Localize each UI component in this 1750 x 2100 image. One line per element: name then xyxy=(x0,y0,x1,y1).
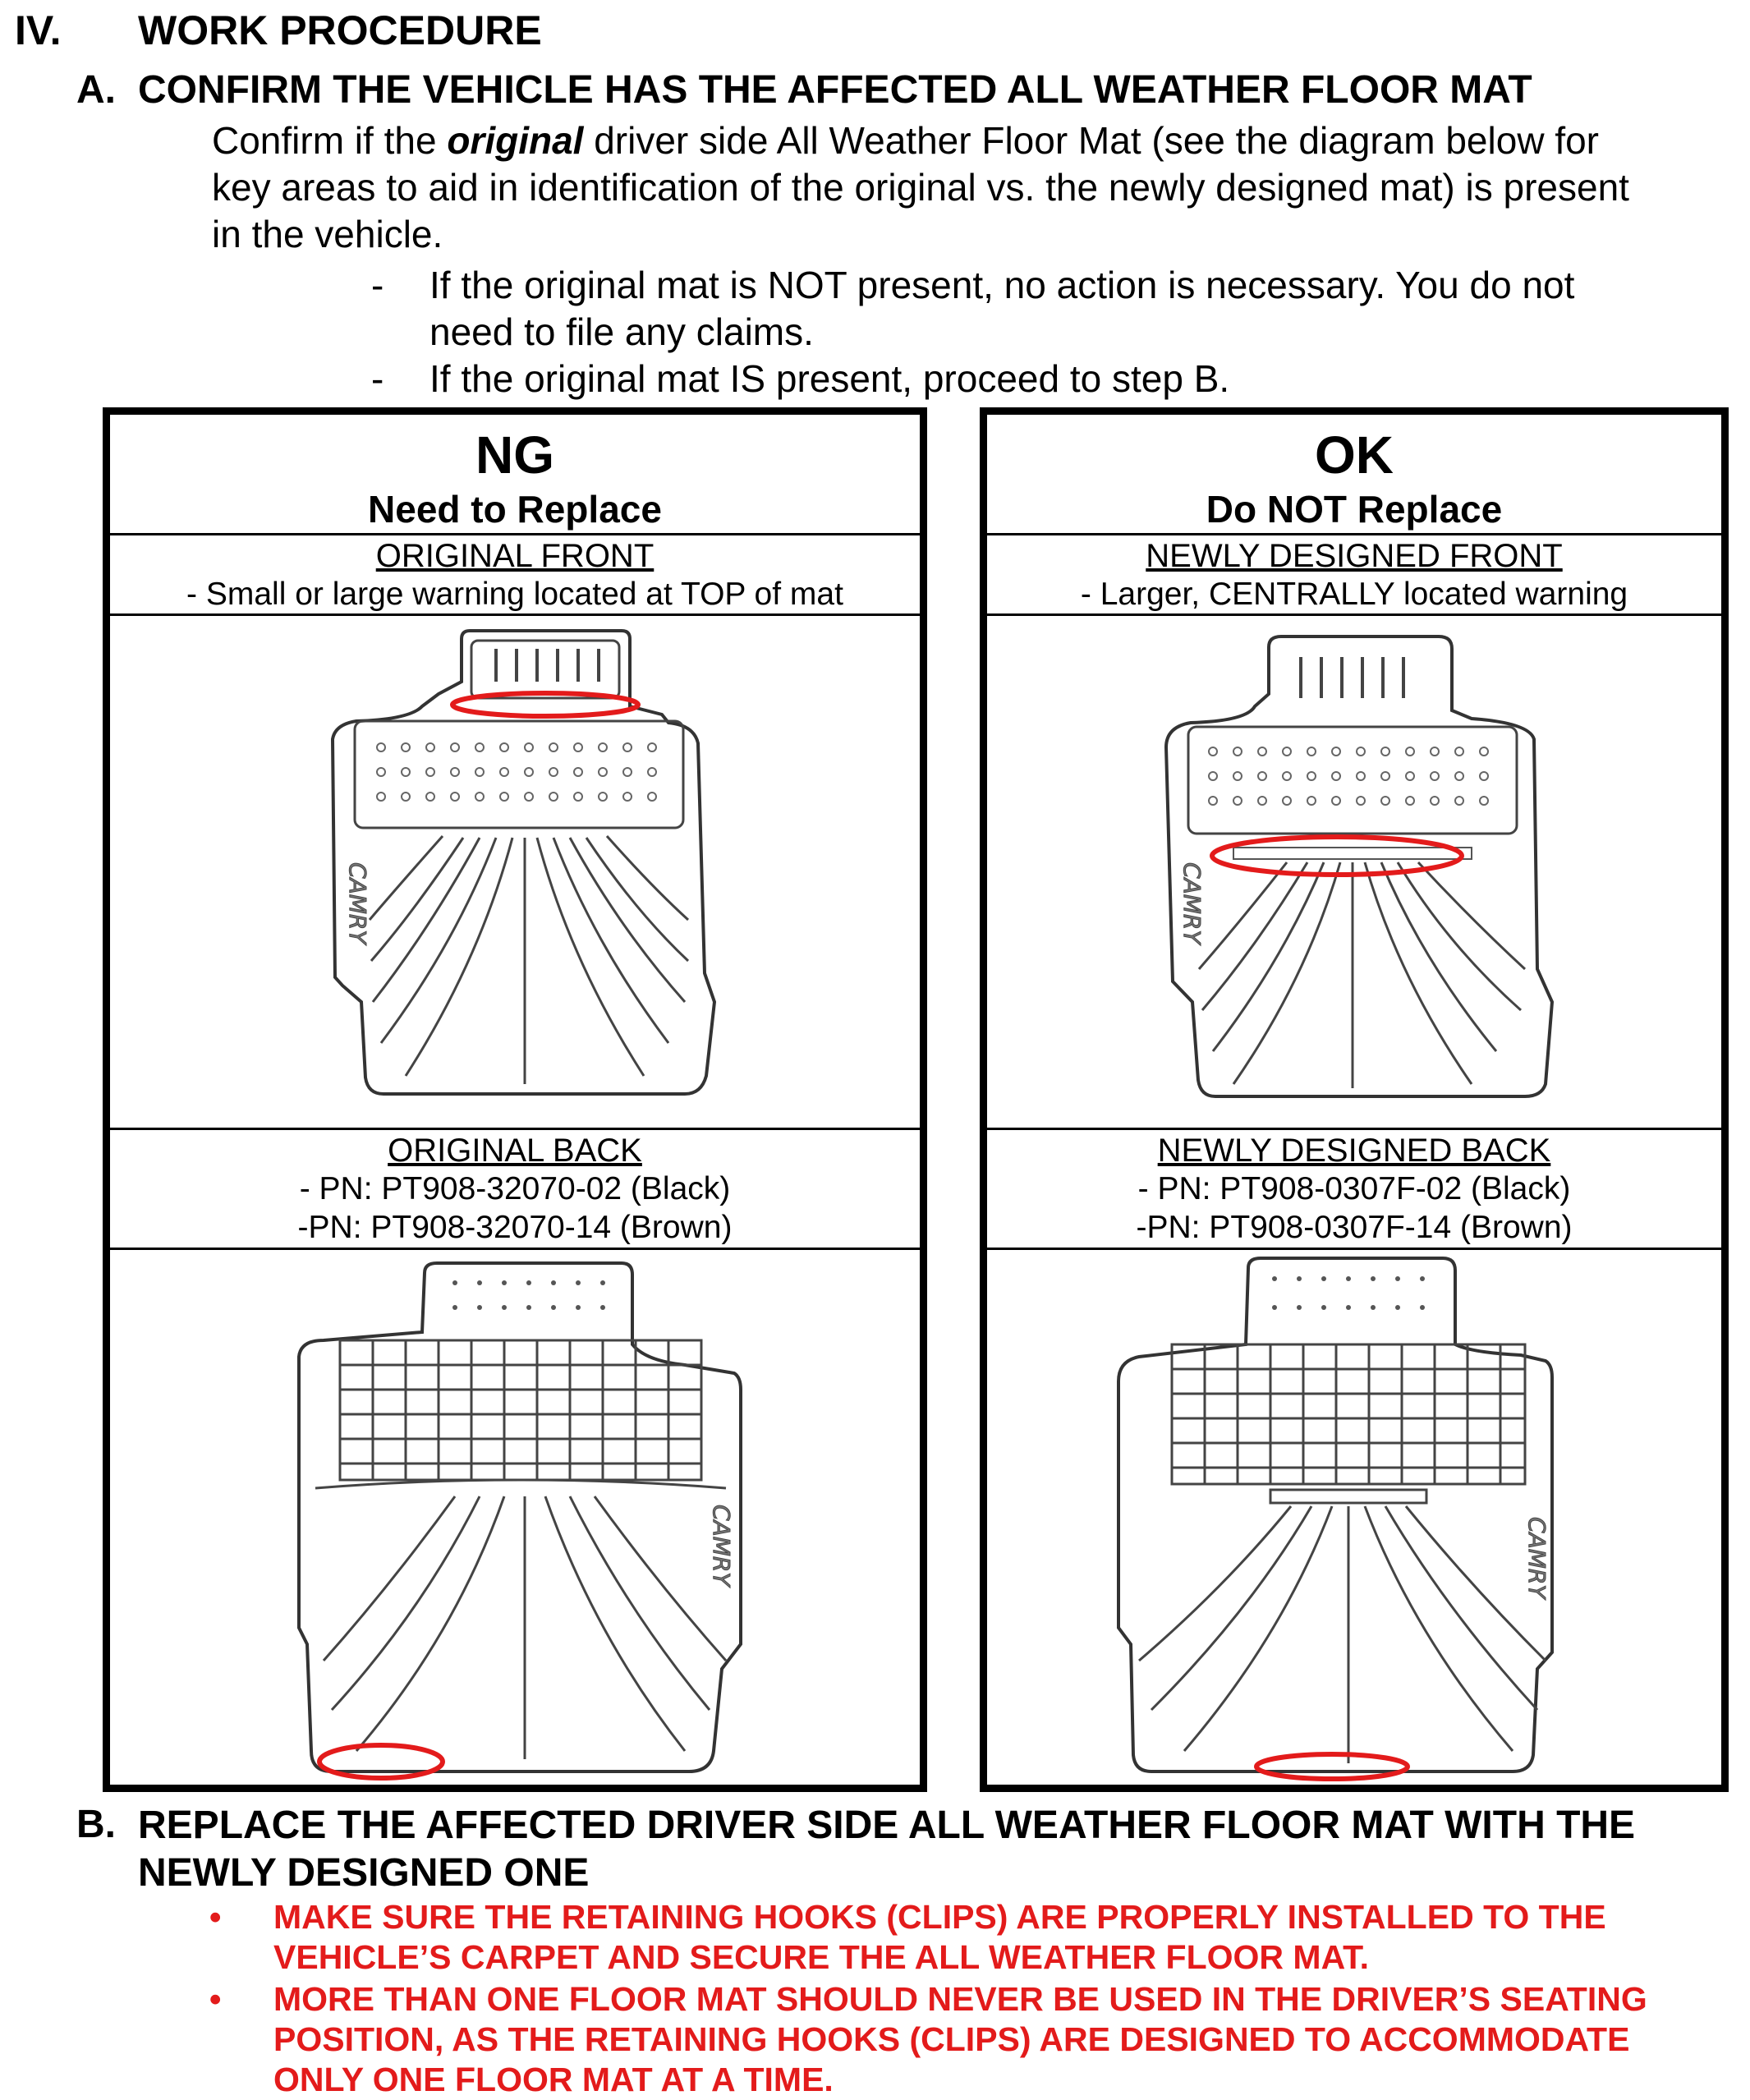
section-number: IV. xyxy=(15,7,62,53)
warning-bullet-2: • xyxy=(209,1980,222,2018)
ng-back-pn1: - PN: PT908-32070-02 (Black) xyxy=(299,1171,731,1206)
paragraph-line-3: in the vehicle. xyxy=(212,213,443,255)
step-a-title: CONFIRM THE VEHICLE HAS THE AFFECTED ALL WEATHER FLOOR MAT xyxy=(138,68,1532,112)
warning-bullet-1: • xyxy=(209,1898,222,1936)
ng-front-desc: - Small or large warning located at TOP of mat xyxy=(186,577,843,612)
ng-subtitle: Need to Replace xyxy=(368,488,662,531)
ok-back-pn1: - PN: PT908-0307F-02 (Black) xyxy=(1137,1171,1571,1206)
ok-back-pn2: -PN: PT908-0307F-14 (Brown) xyxy=(1136,1210,1573,1245)
ok-code: OK xyxy=(1315,425,1394,485)
emphasis-original: original xyxy=(447,119,584,162)
ok-front-title: NEWLY DESIGNED FRONT xyxy=(1146,538,1563,574)
step-b-label: B. xyxy=(76,1803,116,1846)
ok-back-mat-brand: CAMRY xyxy=(1523,1517,1550,1599)
ok-front-mat-diagram xyxy=(987,616,1721,1125)
ok-front-desc: - Larger, CENTRALLY located warning xyxy=(1080,577,1628,612)
ng-back-mat-diagram xyxy=(110,1250,920,1784)
bullet-text-2: If the original mat IS present, proceed to step B. xyxy=(429,357,1230,400)
bullet-text-1: If the original mat is NOT present, no action is necessary. You do not need to file any claims. xyxy=(429,264,1575,353)
bullet-dash-2: - xyxy=(371,357,384,400)
step-a-label: A. xyxy=(76,68,116,112)
ok-panel xyxy=(980,407,1729,1792)
ok-back-title: NEWLY DESIGNED BACK xyxy=(1157,1133,1551,1169)
step-a-paragraph xyxy=(212,117,1748,258)
paragraph-line-1: Confirm if the original driver side All Weather Floor Mat (see the diagram below for xyxy=(212,119,1600,162)
ng-back-pn2: -PN: PT908-32070-14 (Brown) xyxy=(297,1210,733,1245)
paragraph-line-2: key areas to aid in identification of the original vs. the newly designed mat) is present xyxy=(212,166,1629,209)
warning-text-2: MORE THAN ONE FLOOR MAT SHOULD NEVER BE USED IN THE DRIVER’S SEATING POSITION, AS THE RETAINING HOOKS (CLIPS) ARE DESIGNED TO ACCOMMODATE ONLY ONE FLOOR MAT AT A TIME. xyxy=(273,1980,1647,2098)
ng-front-mat-diagram xyxy=(110,616,920,1125)
ok-front-mat-brand: CAMRY xyxy=(1178,862,1206,944)
ok-back-mat-diagram xyxy=(987,1250,1721,1784)
ng-front-title: ORIGINAL FRONT xyxy=(375,538,655,574)
step-b-title: REPLACE THE AFFECTED DRIVER SIDE ALL WEATHER FLOOR MAT WITH THE NEWLY DESIGNED ONE xyxy=(138,1804,1636,1895)
ng-code: NG xyxy=(475,425,554,485)
ok-subtitle: Do NOT Replace xyxy=(1206,488,1503,531)
ng-panel xyxy=(103,407,927,1792)
warning-text-1: MAKE SURE THE RETAINING HOOKS (CLIPS) ARE PROPERLY INSTALLED TO THE VEHICLE’S CARPET AND SECURE THE ALL WEATHER FLOOR MAT. xyxy=(273,1898,1606,1976)
section-title: WORK PROCEDURE xyxy=(138,7,542,53)
ng-back-mat-brand: CAMRY xyxy=(708,1505,735,1587)
ng-front-mat-brand: CAMRY xyxy=(344,862,371,944)
bullet-dash-1: - xyxy=(371,264,384,306)
ng-back-title: ORIGINAL BACK xyxy=(388,1133,642,1169)
